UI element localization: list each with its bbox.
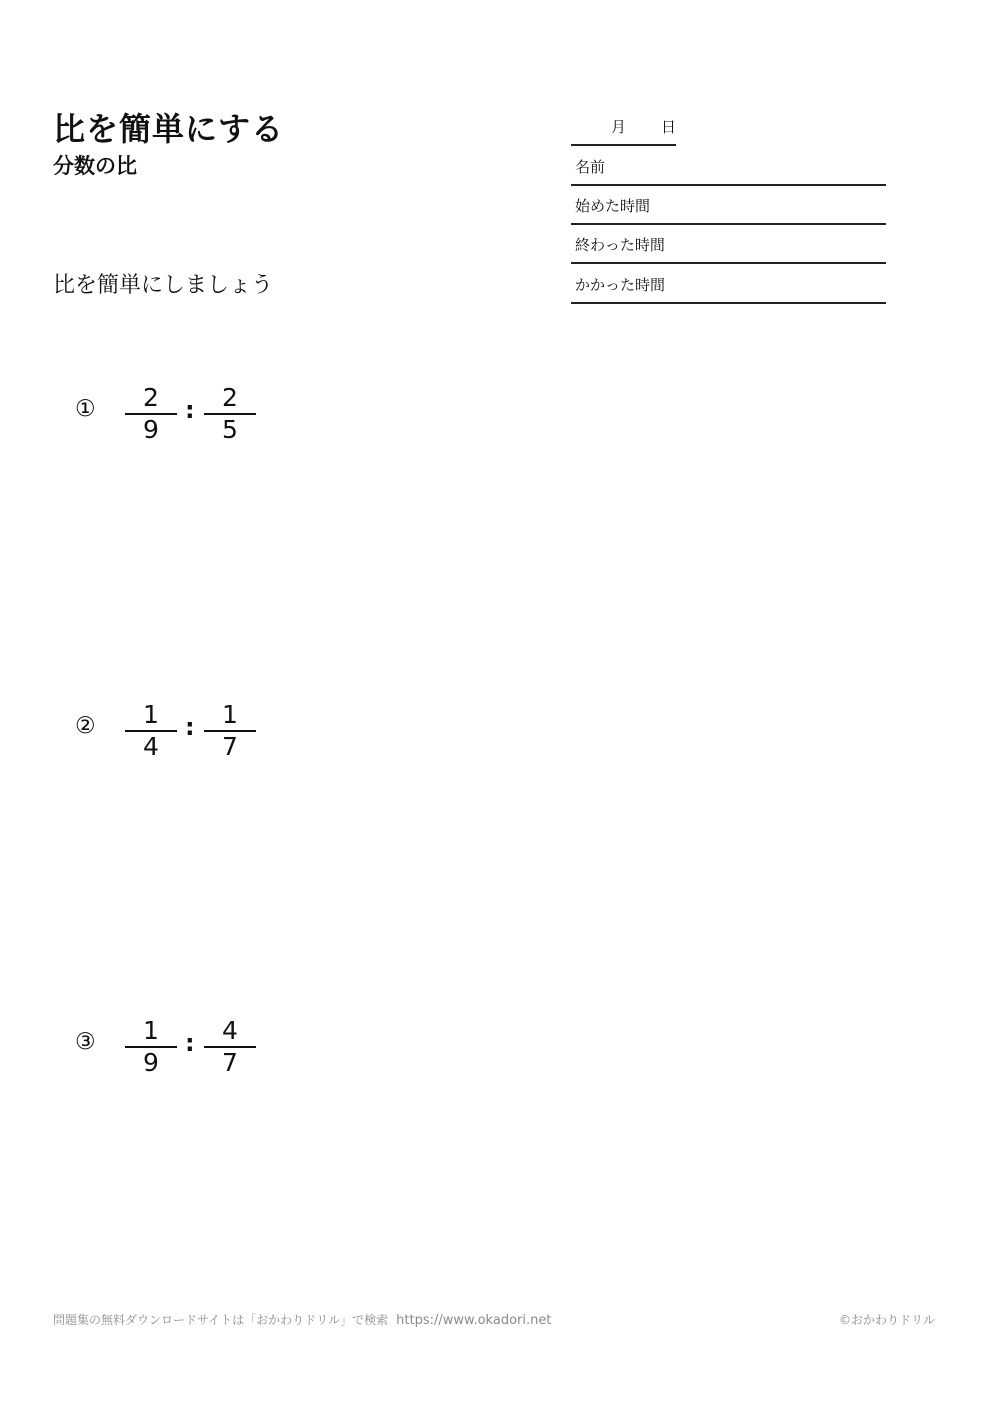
problem-number: ②	[75, 713, 96, 739]
ratio-colon: :	[185, 396, 195, 424]
problem-number: ①	[75, 396, 96, 422]
denominator: 7	[222, 1048, 238, 1077]
start-time-label: 始めた時間	[575, 197, 651, 215]
denominator: 7	[222, 732, 238, 761]
day-label: 日	[661, 118, 677, 136]
numerator: 1	[125, 1017, 177, 1048]
fraction-left	[125, 384, 177, 444]
worksheet-title: 比を簡単にする	[53, 110, 285, 148]
footer-copyright: ©おかわりドリル	[838, 1313, 935, 1327]
denominator: 5	[222, 415, 238, 444]
fraction-right	[204, 1017, 256, 1077]
problem-number: ③	[75, 1029, 96, 1055]
name-field[interactable]	[571, 146, 886, 186]
month-label: 月	[611, 118, 627, 136]
ratio-colon: :	[185, 713, 195, 741]
numerator: 1	[204, 701, 256, 732]
numerator: 1	[125, 701, 177, 732]
name-label: 名前	[575, 158, 606, 176]
fraction-right	[204, 701, 256, 761]
instruction-text: 比を簡単にしましょう	[53, 273, 274, 298]
fraction-left	[125, 701, 177, 761]
elapsed-time-field[interactable]	[571, 264, 886, 304]
fraction-right	[204, 384, 256, 444]
numerator: 2	[125, 384, 177, 415]
start-time-field[interactable]	[571, 185, 886, 225]
denominator: 9	[143, 415, 159, 444]
date-field[interactable]	[571, 114, 676, 146]
worksheet-subtitle: 分数の比	[53, 154, 137, 178]
fraction-left	[125, 1017, 177, 1077]
denominator: 4	[143, 732, 159, 761]
end-time-field[interactable]	[571, 224, 886, 264]
problem-1	[75, 384, 275, 444]
footer-text: 問題集の無料ダウンロードサイトは「おかわりドリル」で検索	[53, 1313, 389, 1327]
elapsed-time-label: かかった時間	[575, 276, 666, 294]
problem-3	[75, 1017, 275, 1077]
ratio-colon: :	[185, 1029, 195, 1057]
denominator: 9	[143, 1048, 159, 1077]
end-time-label: 終わった時間	[575, 236, 665, 254]
footer-note	[53, 1311, 551, 1328]
numerator: 2	[204, 384, 256, 415]
problem-2	[75, 701, 275, 761]
footer-url[interactable]: https://www.okadori.net	[396, 1313, 552, 1328]
numerator: 4	[204, 1017, 256, 1048]
